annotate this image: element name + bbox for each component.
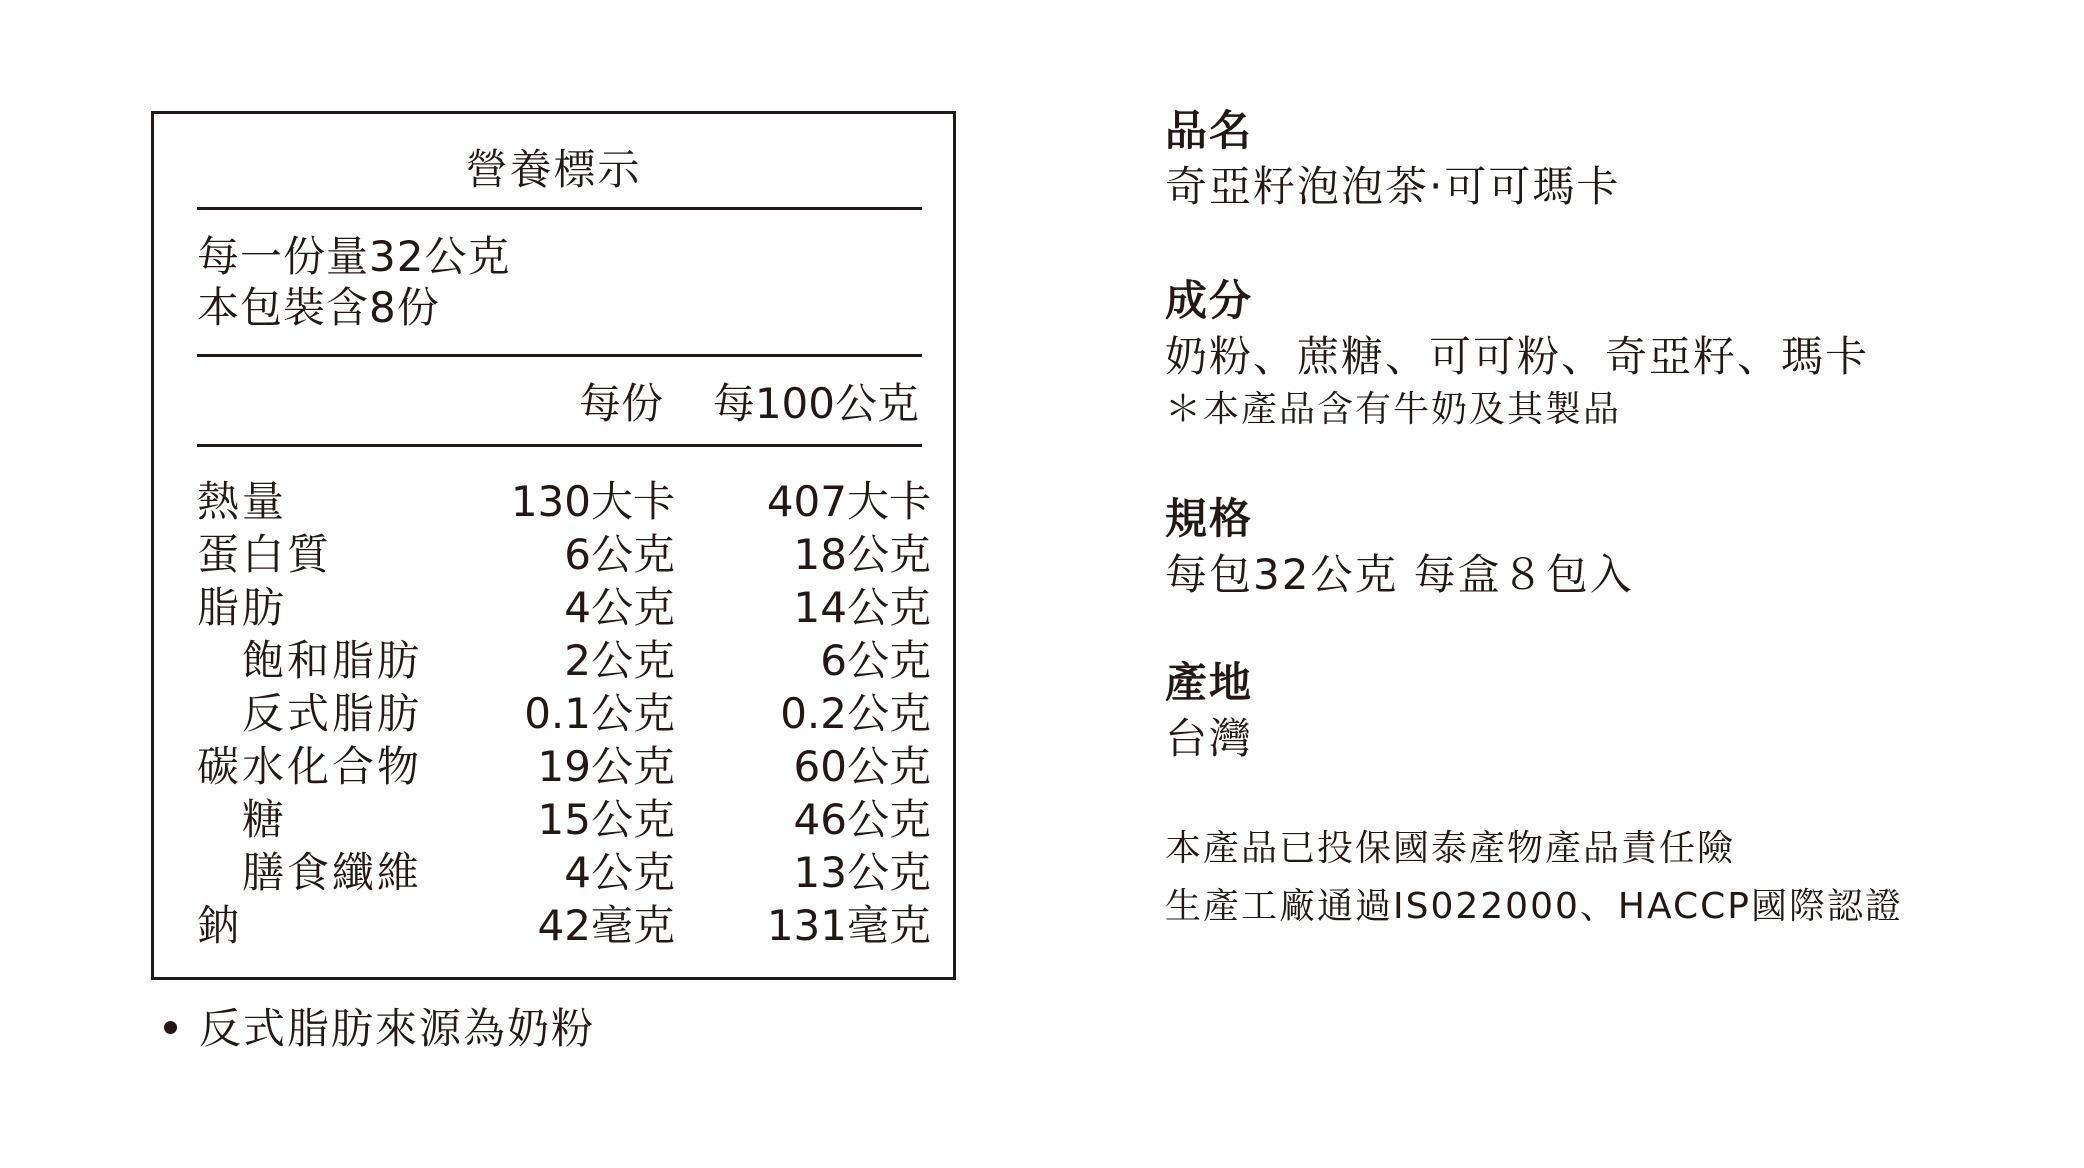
nutrient-row xyxy=(197,634,931,687)
nutrient-row xyxy=(197,899,931,952)
origin-value: 台灣 xyxy=(1165,714,1254,763)
product-name-section xyxy=(1165,103,1620,215)
nutrient-per-serving: 42毫克 xyxy=(537,901,675,950)
allergen-note: ＊本產品含有牛奶及其製品 xyxy=(1165,389,1622,430)
nutrient-row xyxy=(197,846,931,899)
origin-section xyxy=(1165,655,1253,767)
nutrient-name: 蛋白質 xyxy=(197,530,333,579)
nutrient-per-serving: 2公克 xyxy=(564,636,675,685)
bullet-icon xyxy=(164,1021,177,1034)
nutrient-name: 碳水化合物 xyxy=(197,742,423,791)
nutrient-per-100g: 14公克 xyxy=(793,583,931,632)
nutrient-per-serving: 15公克 xyxy=(537,795,675,844)
ingredients-value: 奶粉、蔗糖、可可粉、奇亞籽、瑪卡 xyxy=(1165,332,1870,381)
nutrient-name: 脂肪 xyxy=(197,583,288,632)
nutrient-row xyxy=(197,581,931,634)
nutrient-row xyxy=(197,740,931,793)
product-name-value: 奇亞籽泡泡茶‧可可瑪卡 xyxy=(1165,162,1621,211)
nutrient-row xyxy=(197,687,931,740)
footnote-text: 反式脂肪來源為奶粉 xyxy=(199,1004,596,1053)
nutrient-row xyxy=(197,528,931,581)
nutrient-per-100g: 60公克 xyxy=(793,742,931,791)
nutrient-per-serving: 6公克 xyxy=(564,530,675,579)
column-header-per-100g: 每100公克 xyxy=(712,379,919,428)
ingredients-heading: 成分 xyxy=(1165,276,1254,325)
divider xyxy=(197,444,922,447)
nutrient-per-100g: 18公克 xyxy=(793,530,931,579)
certification-note: 生產工廠通過IS022000、HACCP國際認證 xyxy=(1165,886,1903,927)
column-header-per-serving: 每份 xyxy=(578,379,663,428)
divider xyxy=(197,354,922,357)
nutrient-name: 熱量 xyxy=(197,477,288,526)
spec-section xyxy=(1165,491,1634,603)
nutrient-per-100g: 13公克 xyxy=(793,848,931,897)
nutrient-row xyxy=(197,475,931,528)
nutrient-name: 膳食纖維 xyxy=(242,848,423,897)
nutrient-per-100g: 407大卡 xyxy=(766,477,931,526)
nutrition-facts-panel xyxy=(151,111,956,980)
nutrient-table xyxy=(197,475,931,952)
nutrient-name: 鈉 xyxy=(197,901,243,950)
nutrient-per-100g: 0.2公克 xyxy=(780,689,931,738)
notes-section xyxy=(1165,820,1903,936)
insurance-note: 本產品已投保國泰產物產品責任險 xyxy=(1165,828,1736,869)
nutrient-name: 糖 xyxy=(242,795,288,844)
nutrient-per-serving: 4公克 xyxy=(564,583,675,632)
nutrient-name: 反式脂肪 xyxy=(242,689,423,738)
spec-heading: 規格 xyxy=(1165,494,1254,543)
nutrient-per-serving: 0.1公克 xyxy=(524,689,675,738)
origin-heading: 產地 xyxy=(1165,658,1254,707)
nutrient-per-serving: 130大卡 xyxy=(510,477,675,526)
trans-fat-footnote xyxy=(164,999,595,1059)
nutrient-row xyxy=(197,793,931,846)
nutrient-per-100g: 46公克 xyxy=(793,795,931,844)
serving-size: 每一份量32公克 xyxy=(197,232,511,281)
nutrition-title: 營養標示 xyxy=(465,145,642,194)
servings-per-package: 本包裝含8份 xyxy=(197,283,440,332)
nutrient-per-100g: 131毫克 xyxy=(766,901,931,950)
nutrient-per-serving: 19公克 xyxy=(537,742,675,791)
nutrient-name: 飽和脂肪 xyxy=(242,636,423,685)
spec-value: 每包32公克 每盒８包入 xyxy=(1165,550,1634,599)
ingredients-section xyxy=(1165,273,1869,435)
nutrient-per-serving: 4公克 xyxy=(564,848,675,897)
product-name-heading: 品名 xyxy=(1165,106,1254,155)
divider xyxy=(197,207,922,210)
nutrient-per-100g: 6公克 xyxy=(820,636,931,685)
